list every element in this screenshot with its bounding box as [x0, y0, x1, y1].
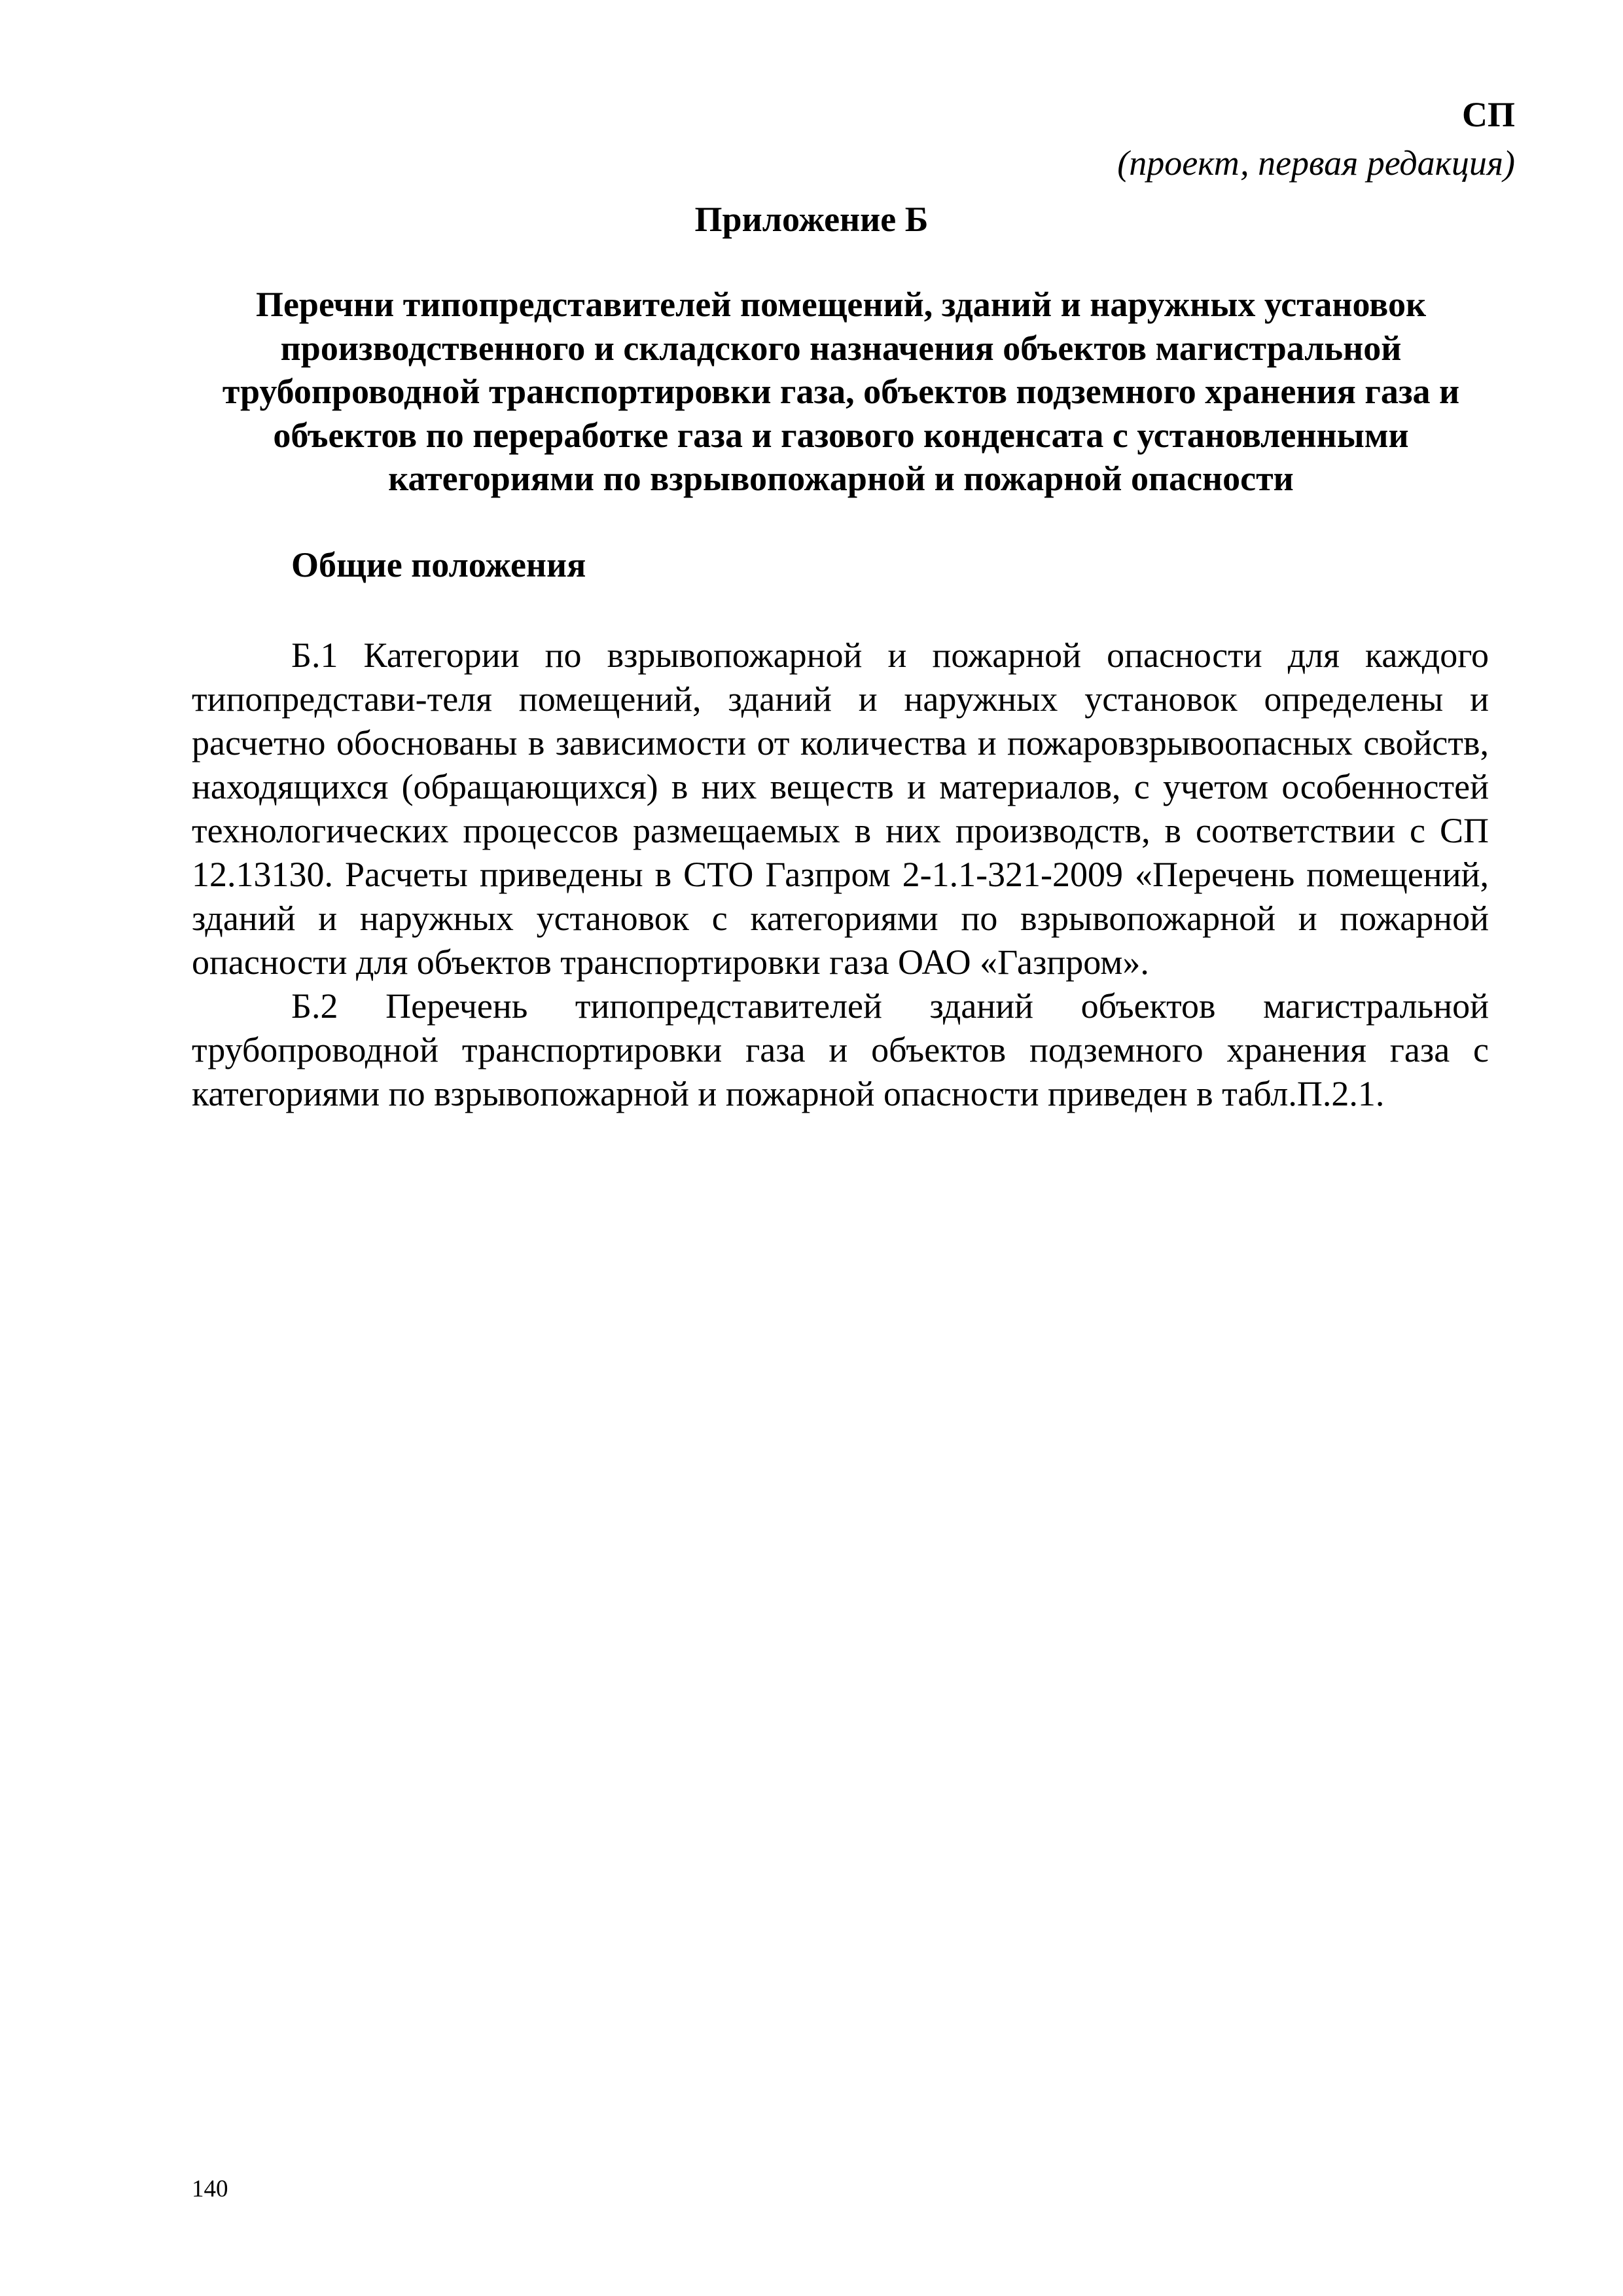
paragraph-b1: Б.1 Категории по взрывопожарной и пожарной опасности для каждого типопредстави-теля помещений, зданий и наружных установок определены и расчетно обоснованы в зависимости от количества и пожаровзрывоопасных свойств, находящихся (обращающихся) в них веществ и материалов, с учетом особенностей технологических процессов размещаемых в них производств, в соответствии с СП 12.13130. Расчеты приведены в СТО Газпром 2-1.1-321-2009 «Перечень помещений, зданий и наружных установок с категориями по взрывопожарной и пожарной опасности для объектов транспортировки газа ОАО «Газпром».: [192, 636, 1489, 982]
section-body: [192, 634, 1489, 1116]
page-number: 140: [192, 2176, 228, 2202]
appendix-heading: Перечни типопредставителей помещений, зданий и наружных установок производственного и складского назначения объектов магистральной трубопроводной транспортировки газа, объектов подземного хранения газа и объектов по переработке газа и газового конденсата с установленными категориями по взрывопожарной и пожарной опасности: [222, 285, 1460, 498]
document-code: СП: [1462, 95, 1515, 134]
section-heading: Общие положения: [291, 545, 586, 584]
appendix-title: Приложение Б: [694, 200, 929, 239]
document-edition-note: (проект, первая редакция): [1117, 143, 1515, 183]
paragraph-b2: Б.2 Перечень типопредставителей зданий объектов магистральной трубопроводной транспортировки газа и объектов подземного хранения газа с категориями по взрывопожарной и пожарной опасности приведен в табл.П.2.1.: [192, 986, 1489, 1113]
